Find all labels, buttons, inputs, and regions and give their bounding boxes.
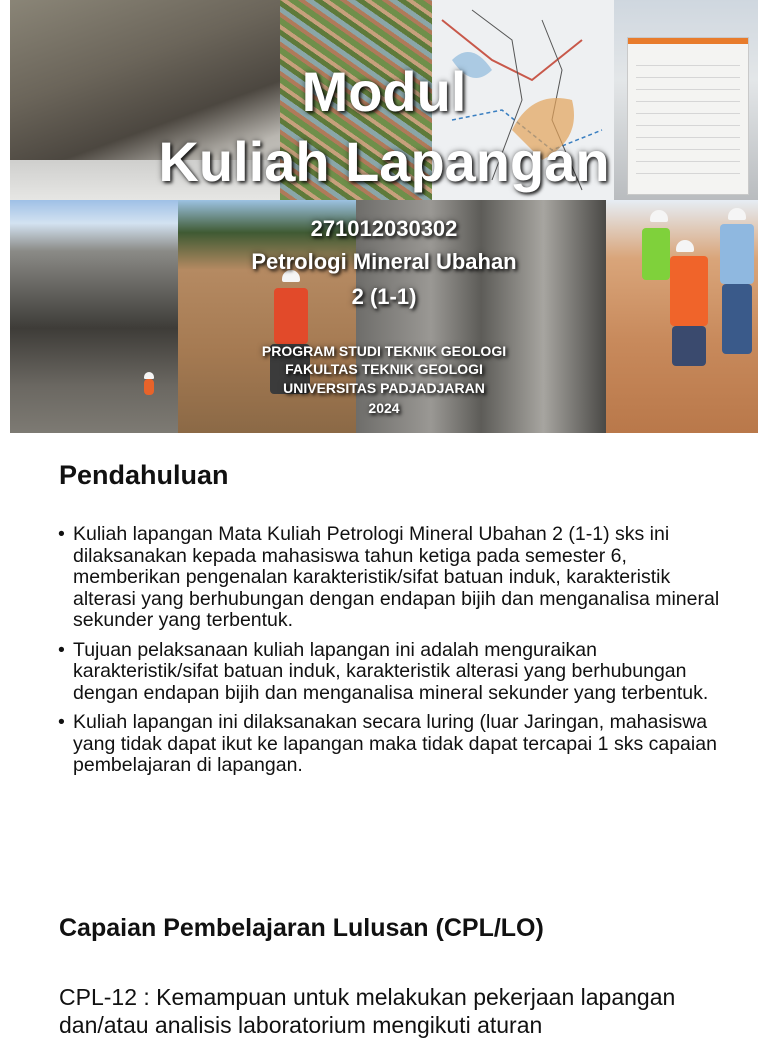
university-name: UNIVERSITAS PADJADJARAN xyxy=(283,380,485,396)
cpl-heading: Capaian Pembelajaran Lulusan (CPL/LO) xyxy=(59,914,544,942)
cpl-12-text: CPL-12 : Kemampuan untuk melakukan pekerjaan lapangan dan/atau analisis laboratorium mengikuti aturan xyxy=(59,984,676,1038)
course-code: 271012030302 xyxy=(310,216,458,241)
cover-title-line2: Kuliah Lapangan xyxy=(158,130,610,193)
intro-bullet-3: • Kuliah lapangan ini dilaksanakan secara luring (luar Jaringan, mahasiswa yang tidak dapat ikut ke lapangan maka tidak dapat tercapai 1 sks capaian pembelajaran di lapangan. xyxy=(56,712,726,777)
course-credits: 2 (1-1) xyxy=(351,284,417,309)
cover-year: 2024 xyxy=(368,400,400,416)
intro-bullet-2: • Tujuan pelaksanaan kuliah lapangan ini adalah menguraikan karakteristik/sifat batuan induk, karakteristik alterasi yang berhubungan dengan endapan bijih dan menganalisa mineral sekunder yang terbentuk. xyxy=(56,640,726,705)
cover-title-line1: Modul xyxy=(301,60,467,123)
program-name: PROGRAM STUDI TEKNIK GEOLOGI xyxy=(261,343,507,359)
course-name: Petrologi Mineral Ubahan xyxy=(251,249,517,274)
intro-bullet-1: • Kuliah lapangan Mata Kuliah Petrologi Mineral Ubahan 2 (1-1) sks ini dilaksanakan kepada mahasiswa tahun ketiga pada semester 6, memberikan pengenalan karakteristik/sifat batuan induk, karakteristik alterasi yang berhubungan dengan endapan bijih dan menganalisa mineral sekunder yang terbentuk. xyxy=(56,524,726,632)
intro-bullet-list xyxy=(56,524,726,785)
faculty-name: FAKULTAS TEKNIK GEOLOGI xyxy=(285,361,483,377)
intro-heading: Pendahuluan xyxy=(59,460,229,490)
